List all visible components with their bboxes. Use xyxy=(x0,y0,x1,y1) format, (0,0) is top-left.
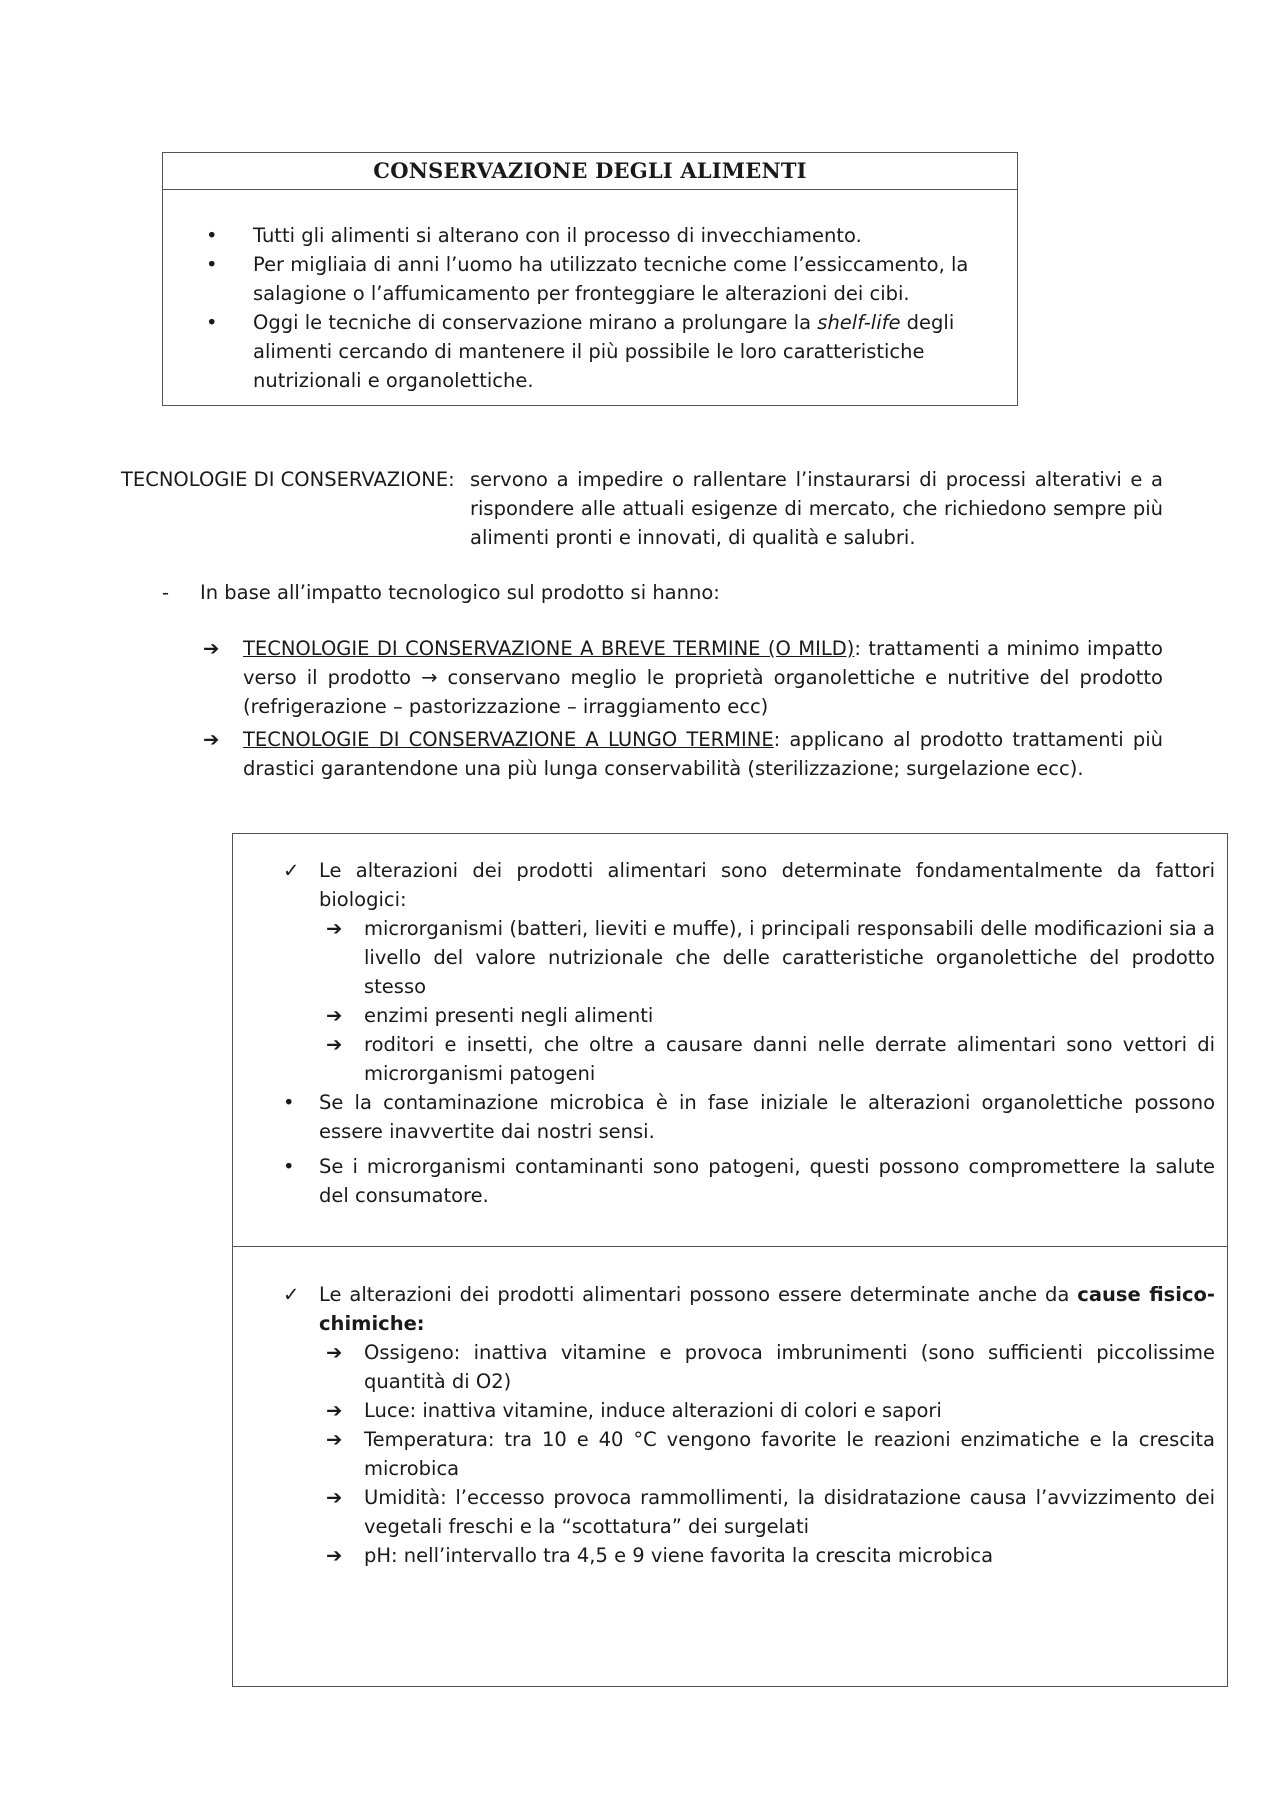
technology-type-item: ➔ TECNOLOGIE DI CONSERVAZIONE A BREVE TERMINE (O MILD): trattamenti a minimo impatto verso il prodotto → conservano meglio le proprietà organolettiche e nutritive del prodotto (refrigerazione – pastorizzazione – irraggiamento ecc) xyxy=(203,634,1163,721)
intro-bullet-item xyxy=(163,308,1017,395)
technologies-label: TECNOLOGIE DI CONSERVAZIONE: xyxy=(121,468,455,491)
intro-bullet-list xyxy=(163,221,1017,395)
biological-note-item: • Se la contaminazione microbica è in fase iniziale le alterazioni organolettiche possono essere inavvertite dai nostri sensi. xyxy=(233,1088,1226,1146)
arrow-icon: ➔ xyxy=(326,1341,343,1364)
physicochemical-factor-item: ➔ Ossigeno: inattiva vitamine e provoca imbrunimenti (sono sufficienti piccolissime quantità di O2) xyxy=(233,1338,1226,1396)
arrow-icon: ➔ xyxy=(203,728,220,751)
physicochemical-factor-item: ➔ Luce: inattiva vitamine, induce alterazioni di colori e sapori xyxy=(233,1396,1226,1425)
bullet-icon: • xyxy=(206,253,218,276)
alterations-box xyxy=(232,833,1228,1687)
page-title: CONSERVAZIONE DEGLI ALIMENTI xyxy=(163,153,1017,190)
physicochemical-factor-item: ➔ pH: nell’intervallo tra 4,5 e 9 viene favorita la crescita microbica xyxy=(233,1541,1226,1570)
intro-bullet-text: Oggi le tecniche di conservazione mirano a prolungare la shelf-life degli alimenti cercando di mantenere il più possibile le loro caratteristiche nutrizionali e organolettiche. xyxy=(253,311,955,392)
arrow-icon: ➔ xyxy=(326,1428,343,1451)
arrow-icon: ➔ xyxy=(326,1486,343,1509)
arrow-icon: ➔ xyxy=(326,1033,343,1056)
bullet-icon: • xyxy=(206,224,218,247)
arrow-icon: ➔ xyxy=(203,637,220,660)
arrow-icon: ➔ xyxy=(326,1544,343,1567)
cell-divider xyxy=(233,1246,1227,1247)
biological-causes-cell xyxy=(233,856,1226,1210)
biological-lead: ✓ Le alterazioni dei prodotti alimentari sono determinate fondamentalmente da fattori biologici: xyxy=(233,856,1226,914)
biological-factor-item: ➔ microrganismi (batteri, lieviti e muffe), i principali responsabili delle modificazioni sia a livello del valore nutrizionale che delle caratteristiche organolettiche del prodotto stesso xyxy=(233,914,1226,1001)
dash-marker: - xyxy=(162,581,170,604)
physicochemical-factor-item: ➔ Temperatura: tra 10 e 40 °C vengono favorite le reazioni enzimatiche e la crescita microbica xyxy=(233,1425,1226,1483)
intro-bullet-item xyxy=(163,250,1017,308)
arrow-icon: ➔ xyxy=(326,1399,343,1422)
intro-bullet-item xyxy=(163,221,1017,250)
technologies-description xyxy=(470,465,1163,552)
technologies-description-rest: rispondere alle attuali esigenze di mercato, che richiedono sempre più alimenti pronti e innovati, di qualità e salubri. xyxy=(470,497,1163,549)
bullet-icon: • xyxy=(283,1155,295,1178)
bullet-icon: • xyxy=(283,1091,295,1114)
intro-box xyxy=(162,152,1018,406)
check-icon: ✓ xyxy=(283,1283,300,1306)
biological-factor-item: ➔ roditori e insetti, che oltre a causare danni nelle derrate alimentari sono vettori di microrganismi patogeni xyxy=(233,1030,1226,1088)
bullet-icon: • xyxy=(206,311,218,334)
physicochemical-causes-cell xyxy=(233,1280,1226,1570)
technology-types-list xyxy=(203,634,1163,787)
physicochemical-factor-item: ➔ Umidità: l’eccesso provoca rammollimenti, la disidratazione causa l’avvizzimento dei vegetali freschi e la “scottatura” dei surgelati xyxy=(233,1483,1226,1541)
intro-bullet-text: Per migliaia di anni l’uomo ha utilizzato tecniche come l’essiccamento, la salagione o l’affumicamento per fronteggiare le alterazioni dei cibi. xyxy=(253,253,969,305)
check-icon: ✓ xyxy=(283,859,300,882)
impact-intro-text: In base all’impatto tecnologico sul prodotto si hanno: xyxy=(200,581,720,604)
impact-intro xyxy=(162,578,720,607)
biological-note-item: • Se i microrganismi contaminanti sono patogeni, questi possono compromettere la salute del consumatore. xyxy=(233,1152,1226,1210)
physicochemical-lead: ✓ Le alterazioni dei prodotti alimentari possono essere determinate anche da cause fisico-chimiche: xyxy=(233,1280,1226,1338)
intro-bullet-text: Tutti gli alimenti si alterano con il processo di invecchiamento. xyxy=(253,224,862,247)
technologies-description-line1: servono a impedire o rallentare l’instaurarsi di processi alterativi e a xyxy=(470,468,1163,491)
arrow-icon: ➔ xyxy=(326,1004,343,1027)
technology-type-name: TECNOLOGIE DI CONSERVAZIONE A LUNGO TERMINE xyxy=(243,728,774,751)
inline-arrow-icon: → xyxy=(421,666,438,689)
technology-type-name: TECNOLOGIE DI CONSERVAZIONE A BREVE TERMINE (O MILD) xyxy=(243,637,855,660)
shelf-life-term: shelf-life xyxy=(817,311,901,334)
technology-type-item: ➔ TECNOLOGIE DI CONSERVAZIONE A LUNGO TERMINE: applicano al prodotto trattamenti più drastici garantendone una più lunga conservabilità (sterilizzazione; surgelazione ecc). xyxy=(203,725,1163,783)
physicochemical-term: cause fisico-chimiche xyxy=(319,1283,1216,1335)
arrow-icon: ➔ xyxy=(326,917,343,940)
biological-factor-item: ➔ enzimi presenti negli alimenti xyxy=(233,1001,1226,1030)
